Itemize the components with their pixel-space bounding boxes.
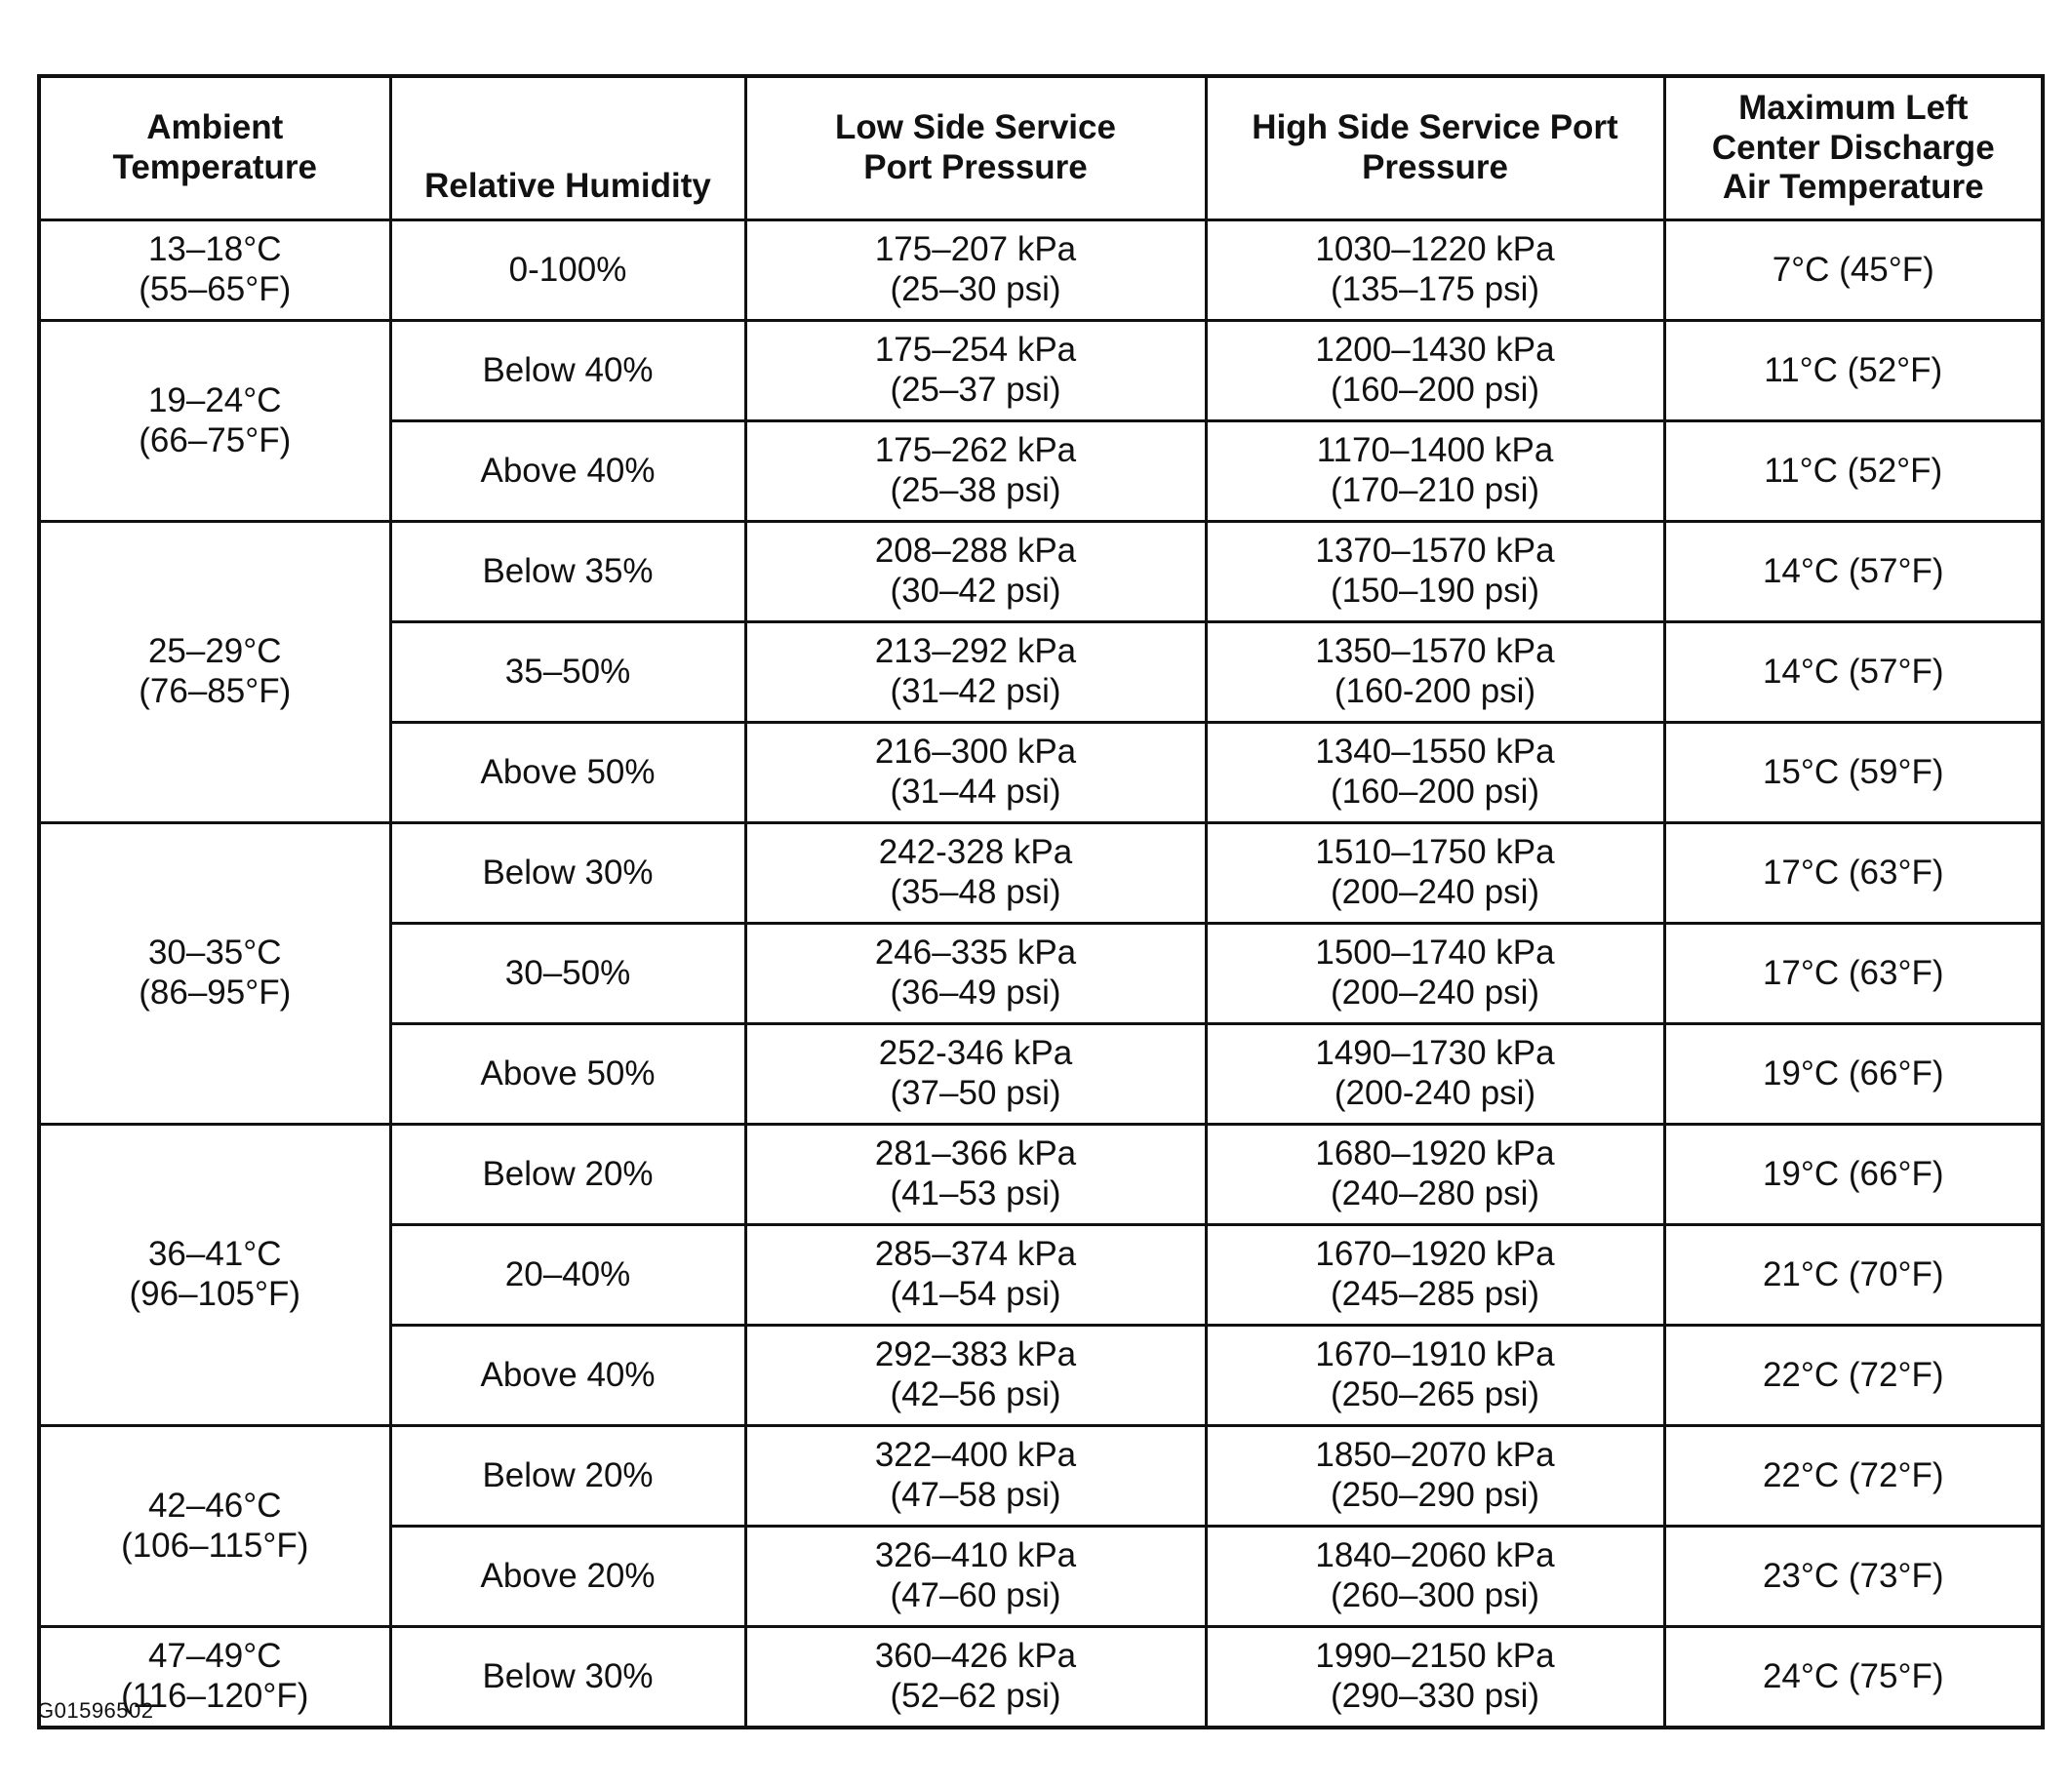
relative-humidity-cell: Below 40% [390,321,745,421]
max-discharge-temperature-cell: 19°C (66°F) [1664,1024,2043,1125]
max-discharge-temperature-cell: 7°C (45°F) [1664,220,2043,321]
relative-humidity-cell: Above 50% [390,1024,745,1125]
low-side-pressure-cell: 175–207 kPa (25–30 psi) [745,220,1206,321]
relative-humidity-cell: 35–50% [390,622,745,723]
max-discharge-temperature-cell: 22°C (72°F) [1664,1326,2043,1426]
table-row [39,220,2043,321]
high-side-pressure-cell: 1500–1740 kPa (200–240 psi) [1206,924,1664,1024]
header-low-side-pressure: Low Side Service Port Pressure [745,76,1206,220]
max-discharge-temperature-cell: 19°C (66°F) [1664,1125,2043,1225]
high-side-pressure-cell: 1840–2060 kPa (260–300 psi) [1206,1527,1664,1627]
low-side-pressure-cell: 216–300 kPa (31–44 psi) [745,723,1206,823]
low-side-pressure-cell: 326–410 kPa (47–60 psi) [745,1527,1206,1627]
table-row [39,522,2043,622]
ambient-temperature-cell: 19–24°C (66–75°F) [39,321,390,522]
relative-humidity-cell: Below 20% [390,1125,745,1225]
relative-humidity-cell: Below 35% [390,522,745,622]
low-side-pressure-cell: 246–335 kPa (36–49 psi) [745,924,1206,1024]
header-high-side-pressure: High Side Service Port Pressure [1206,76,1664,220]
high-side-pressure-cell: 1350–1570 kPa (160-200 psi) [1206,622,1664,723]
high-side-pressure-cell: 1030–1220 kPa (135–175 psi) [1206,220,1664,321]
ac-performance-table [37,74,2045,1729]
low-side-pressure-cell: 281–366 kPa (41–53 psi) [745,1125,1206,1225]
header-max-discharge-temperature: Maximum Left Center Discharge Air Temperature [1664,76,2043,220]
table-row [39,1125,2043,1225]
low-side-pressure-cell: 208–288 kPa (30–42 psi) [745,522,1206,622]
relative-humidity-cell: 0-100% [390,220,745,321]
ambient-temperature-cell: 42–46°C (106–115°F) [39,1426,390,1627]
high-side-pressure-cell: 1680–1920 kPa (240–280 psi) [1206,1125,1664,1225]
high-side-pressure-cell: 1670–1920 kPa (245–285 psi) [1206,1225,1664,1326]
max-discharge-temperature-cell: 24°C (75°F) [1664,1627,2043,1728]
max-discharge-temperature-cell: 23°C (73°F) [1664,1527,2043,1627]
header-relative-humidity: Relative Humidity [390,76,745,220]
low-side-pressure-cell: 322–400 kPa (47–58 psi) [745,1426,1206,1527]
max-discharge-temperature-cell: 11°C (52°F) [1664,321,2043,421]
relative-humidity-cell: Below 30% [390,1627,745,1728]
high-side-pressure-cell: 1510–1750 kPa (200–240 psi) [1206,823,1664,924]
high-side-pressure-cell: 1990–2150 kPa (290–330 psi) [1206,1627,1664,1728]
table-body [39,220,2043,1728]
relative-humidity-cell: Above 50% [390,723,745,823]
high-side-pressure-cell: 1850–2070 kPa (250–290 psi) [1206,1426,1664,1527]
ambient-temperature-cell: 25–29°C (76–85°F) [39,522,390,823]
max-discharge-temperature-cell: 17°C (63°F) [1664,924,2043,1024]
max-discharge-temperature-cell: 14°C (57°F) [1664,522,2043,622]
figure-id: G01596502 [37,1698,154,1723]
max-discharge-temperature-cell: 22°C (72°F) [1664,1426,2043,1527]
ambient-temperature-cell: 47–49°C (116–120°F) [39,1627,390,1728]
low-side-pressure-cell: 175–254 kPa (25–37 psi) [745,321,1206,421]
table-row [39,823,2043,924]
relative-humidity-cell: Above 40% [390,421,745,522]
table-row [39,1627,2043,1728]
max-discharge-temperature-cell: 17°C (63°F) [1664,823,2043,924]
relative-humidity-cell: Above 20% [390,1527,745,1627]
low-side-pressure-cell: 175–262 kPa (25–38 psi) [745,421,1206,522]
max-discharge-temperature-cell: 14°C (57°F) [1664,622,2043,723]
ambient-temperature-cell: 36–41°C (96–105°F) [39,1125,390,1426]
relative-humidity-cell: Above 40% [390,1326,745,1426]
table-row [39,1426,2043,1527]
high-side-pressure-cell: 1490–1730 kPa (200-240 psi) [1206,1024,1664,1125]
low-side-pressure-cell: 285–374 kPa (41–54 psi) [745,1225,1206,1326]
table-header [39,76,2043,220]
high-side-pressure-cell: 1670–1910 kPa (250–265 psi) [1206,1326,1664,1426]
low-side-pressure-cell: 213–292 kPa (31–42 psi) [745,622,1206,723]
high-side-pressure-cell: 1170–1400 kPa (170–210 psi) [1206,421,1664,522]
max-discharge-temperature-cell: 11°C (52°F) [1664,421,2043,522]
header-ambient-temperature: Ambient Temperature [39,76,390,220]
table-row [39,321,2043,421]
relative-humidity-cell: 30–50% [390,924,745,1024]
high-side-pressure-cell: 1200–1430 kPa (160–200 psi) [1206,321,1664,421]
low-side-pressure-cell: 292–383 kPa (42–56 psi) [745,1326,1206,1426]
low-side-pressure-cell: 360–426 kPa (52–62 psi) [745,1627,1206,1728]
low-side-pressure-cell: 252-346 kPa (37–50 psi) [745,1024,1206,1125]
max-discharge-temperature-cell: 15°C (59°F) [1664,723,2043,823]
relative-humidity-cell: Below 30% [390,823,745,924]
relative-humidity-cell: Below 20% [390,1426,745,1527]
ambient-temperature-cell: 30–35°C (86–95°F) [39,823,390,1125]
high-side-pressure-cell: 1340–1550 kPa (160–200 psi) [1206,723,1664,823]
low-side-pressure-cell: 242-328 kPa (35–48 psi) [745,823,1206,924]
ambient-temperature-cell: 13–18°C (55–65°F) [39,220,390,321]
header-row [39,76,2043,220]
max-discharge-temperature-cell: 21°C (70°F) [1664,1225,2043,1326]
high-side-pressure-cell: 1370–1570 kPa (150–190 psi) [1206,522,1664,622]
relative-humidity-cell: 20–40% [390,1225,745,1326]
